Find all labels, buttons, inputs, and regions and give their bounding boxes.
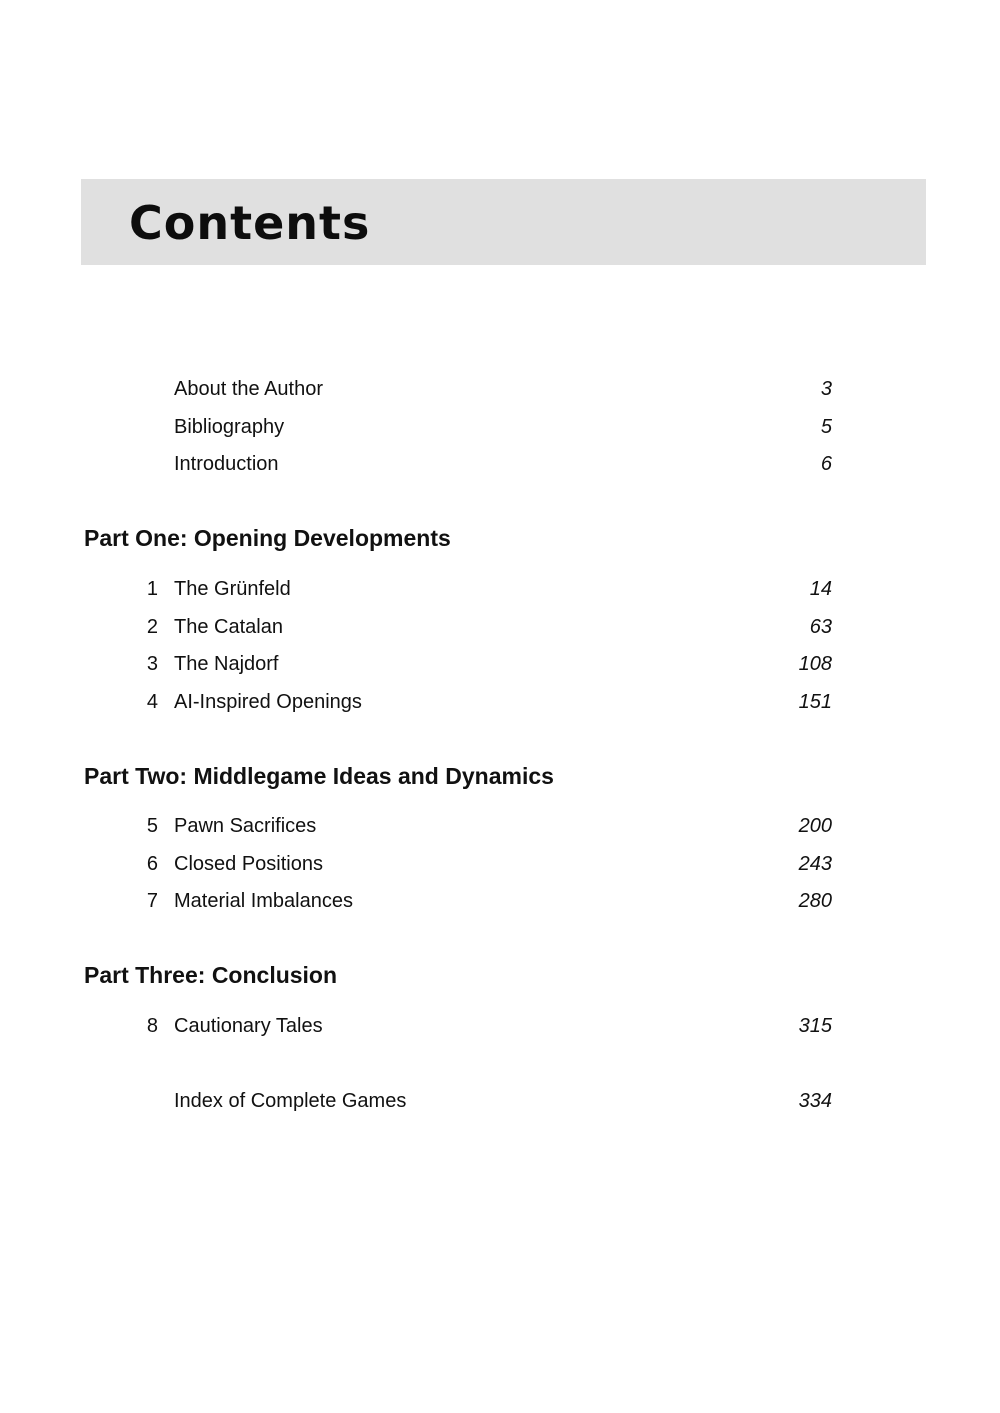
chapter-number: 3 [146, 653, 158, 675]
toc-entry-label: Introduction [174, 453, 279, 475]
chapter-number: 6 [146, 853, 158, 875]
toc-entry-label: The Grünfeld [174, 578, 291, 600]
toc-entry-page: 334 [798, 1090, 832, 1112]
toc-entry-page: 315 [798, 1015, 832, 1037]
chapter-number: 1 [146, 578, 158, 600]
toc-entry-bibliography[interactable] [0, 412, 1000, 442]
toc-entry-chapter-5[interactable] [0, 811, 1000, 841]
toc-entry-page: 243 [798, 853, 832, 875]
toc-entry-label: Cautionary Tales [174, 1015, 323, 1037]
toc-entry-page: 63 [809, 616, 832, 638]
toc-entry-label: Index of Complete Games [174, 1090, 407, 1112]
toc-entry-page: 280 [798, 890, 832, 912]
chapter-number: 4 [146, 691, 158, 713]
toc-entry-chapter-8[interactable] [0, 1011, 1000, 1041]
toc-entry-label: The Najdorf [174, 653, 279, 675]
part-heading-one: Part One: Opening Developments [84, 525, 451, 551]
chapter-number: 7 [146, 890, 158, 912]
toc-entry-chapter-2[interactable] [0, 612, 1000, 642]
chapter-number: 2 [146, 616, 158, 638]
toc-entry-about-author[interactable] [0, 374, 1000, 404]
toc-entry-label: Bibliography [174, 416, 285, 438]
toc-entry-page: 14 [809, 578, 832, 600]
toc-entry-index[interactable] [0, 1086, 1000, 1116]
toc-entry-page: 6 [820, 453, 832, 475]
chapter-number: 8 [146, 1015, 158, 1037]
toc-entry-page: 200 [798, 815, 832, 837]
toc-entry-page: 151 [798, 691, 832, 713]
toc-entry-label: Material Imbalances [174, 890, 353, 912]
toc-entry-label: About the Author [174, 378, 324, 400]
toc-entry-label: The Catalan [174, 616, 283, 638]
title-band [81, 179, 926, 265]
toc-entry-chapter-3[interactable] [0, 649, 1000, 679]
chapter-number: 5 [146, 815, 158, 837]
toc-entry-chapter-1[interactable] [0, 574, 1000, 604]
toc-entry-label: AI-Inspired Openings [174, 691, 362, 713]
toc-entry-chapter-7[interactable] [0, 886, 1000, 916]
toc-entry-page: 5 [820, 416, 832, 438]
part-heading-two: Part Two: Middlegame Ideas and Dynamics [84, 763, 554, 789]
toc-entry-label: Pawn Sacrifices [174, 815, 317, 837]
toc-entry-label: Closed Positions [174, 853, 323, 875]
page-title: Contents [129, 196, 371, 250]
toc-entry-introduction[interactable] [0, 449, 1000, 479]
part-heading-three: Part Three: Conclusion [84, 962, 338, 988]
toc-entry-chapter-6[interactable] [0, 849, 1000, 879]
toc-entry-page: 3 [820, 378, 832, 400]
toc-entry-page: 108 [798, 653, 832, 675]
toc-entry-chapter-4[interactable] [0, 687, 1000, 717]
